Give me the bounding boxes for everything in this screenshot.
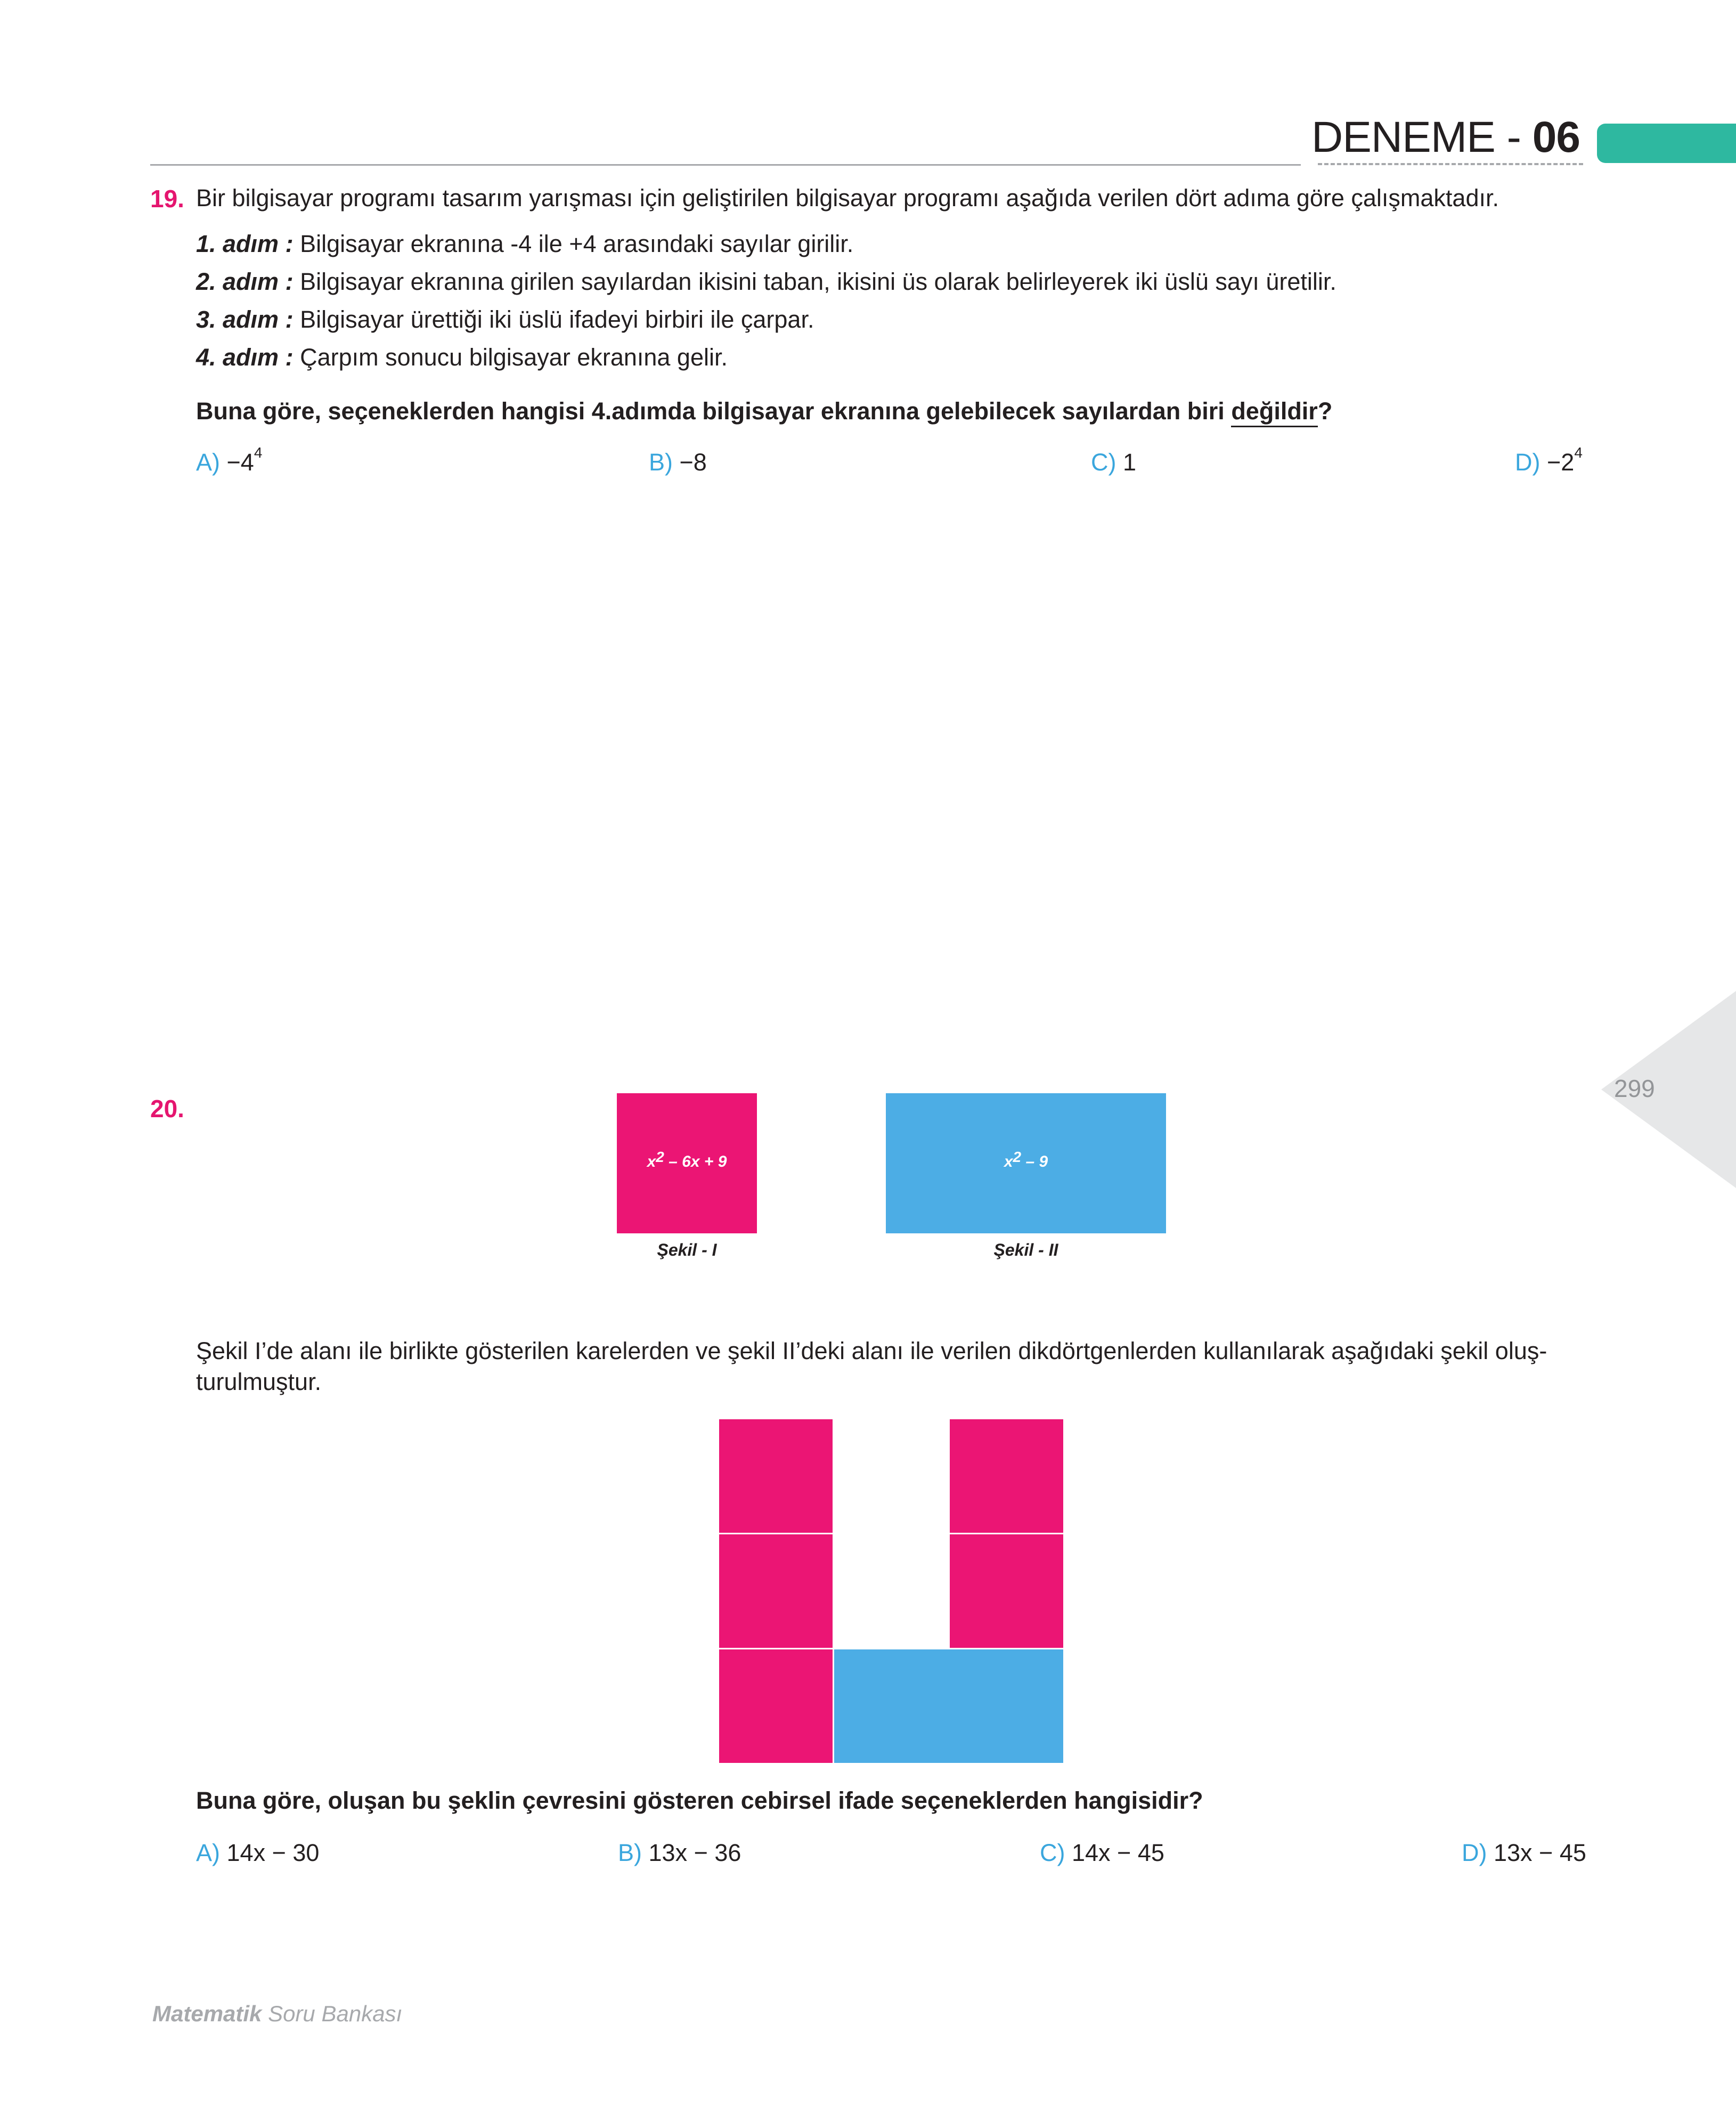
header-title <box>1311 111 1580 164</box>
figure-2-rectangle <box>886 1093 1166 1233</box>
composite-square-right-middle <box>950 1534 1063 1648</box>
footer-book: Soru Bankası <box>262 2001 403 2026</box>
step-label: 4. adım : <box>196 344 294 371</box>
question-19-prompt-main: Buna göre, seçeneklerden hangisi 4.adımda bilgisayar ekranına gelebilecek sayılardan biri <box>196 397 1232 425</box>
option-letter: D) <box>1462 1839 1487 1866</box>
question-20-prompt: Buna göre, oluşan bu şeklin çevresini gösteren cebirsel ifade seçeneklerden hangisidir? <box>196 1787 1203 1814</box>
page-number: 299 <box>1614 1075 1655 1102</box>
option-letter: A) <box>196 449 220 476</box>
question-19-option-d[interactable] <box>1515 444 1583 476</box>
footer-book-title <box>152 2001 402 2027</box>
area-rest: – 9 <box>1021 1153 1048 1170</box>
question-20-option-d[interactable] <box>1462 1839 1586 1867</box>
question-19-number: 19. <box>150 185 184 213</box>
area-rest: – 6x + 9 <box>664 1153 727 1170</box>
option-letter: A) <box>196 1839 220 1866</box>
header-dashed-rule <box>1318 163 1583 165</box>
option-value: 13x − 36 <box>648 1839 741 1866</box>
area-var: x <box>647 1153 656 1170</box>
header-tab <box>1597 124 1736 163</box>
question-20-option-b[interactable] <box>618 1839 741 1867</box>
area-exponent: 2 <box>1013 1149 1022 1165</box>
step-text: Bilgisayar ürettiği iki üslü ifadeyi birbiri ile çarpar. <box>300 306 814 333</box>
area-var: x <box>1004 1153 1013 1170</box>
header-title-sep: - <box>1506 113 1521 161</box>
question-19-step-1 <box>196 229 853 259</box>
question-20-option-a[interactable] <box>196 1839 319 1867</box>
option-value: 1 <box>1123 449 1137 476</box>
step-text: Bilgisayar ekranına -4 ile +4 arasındaki sayılar girilir. <box>300 230 854 257</box>
option-value: 14x − 45 <box>1072 1839 1164 1866</box>
question-19-prompt <box>196 396 1332 426</box>
question-19-step-4 <box>196 343 728 372</box>
question-19-prompt-emphasis: değildir <box>1231 397 1318 427</box>
question-20-description-line-1: Şekil I’de alanı ile birlikte gösterilen karelerden ve şekil II’deki alanı ile verilen dikdörtgenlerden kullanılarak aşağıdaki şekil oluş- <box>196 1337 1547 1364</box>
option-exponent: 4 <box>254 444 263 461</box>
figure-1-square <box>617 1093 757 1233</box>
option-value: 13x − 45 <box>1494 1839 1586 1866</box>
composite-square-left-middle <box>719 1534 833 1648</box>
step-text: Çarpım sonucu bilgisayar ekranına gelir. <box>300 344 728 371</box>
step-label: 1. adım : <box>196 230 294 257</box>
question-20-option-c[interactable] <box>1040 1839 1164 1867</box>
question-19-step-2 <box>196 267 1336 297</box>
option-exponent: 4 <box>1574 444 1583 461</box>
question-19-prompt-end: ? <box>1317 397 1333 425</box>
figure-2-caption: Şekil - II <box>993 1240 1058 1259</box>
question-19-intro: Bir bilgisayar programı tasarım yarışması için geliştirilen bilgisayar programı aşağıda verilen dört adıma göre çalışmaktadır. <box>196 184 1499 212</box>
question-20-description-line-2: turulmuştur. <box>196 1368 322 1395</box>
footer-subject: Matematik <box>152 2001 262 2026</box>
area-exponent: 2 <box>656 1149 664 1165</box>
option-letter: B) <box>618 1839 642 1866</box>
composite-square-left-bottom <box>719 1649 833 1763</box>
option-value: −2 <box>1547 449 1575 476</box>
figure-2-area-label <box>886 1149 1166 1171</box>
question-20-number: 20. <box>150 1095 184 1123</box>
option-value: 14x − 30 <box>226 1839 320 1866</box>
option-letter: D) <box>1515 449 1541 476</box>
option-value: −4 <box>226 449 254 476</box>
composite-rectangle-bottom <box>834 1649 1063 1763</box>
header-rule <box>150 164 1301 166</box>
step-label: 3. adım : <box>196 306 294 333</box>
composite-square-left-top <box>719 1419 833 1533</box>
step-label: 2. adım : <box>196 268 294 295</box>
question-19-option-c[interactable] <box>1091 449 1136 476</box>
header-title-number: 06 <box>1532 113 1580 161</box>
step-text: Bilgisayar ekranına girilen sayılardan ikisini taban, ikisini üs olarak belirleyerek iki üslü sayı üretilir. <box>300 268 1336 295</box>
question-19-option-a[interactable] <box>196 444 263 476</box>
figure-1-area-label <box>617 1149 757 1171</box>
composite-square-right-top <box>950 1419 1063 1533</box>
question-19-step-3 <box>196 305 814 335</box>
header-title-word: DENEME <box>1311 113 1495 161</box>
option-letter: C) <box>1040 1839 1065 1866</box>
option-letter: C) <box>1091 449 1116 476</box>
option-value: −8 <box>679 449 707 476</box>
option-letter: B) <box>649 449 673 476</box>
question-19-option-b[interactable] <box>649 449 707 476</box>
figure-1-caption: Şekil - I <box>657 1240 717 1259</box>
